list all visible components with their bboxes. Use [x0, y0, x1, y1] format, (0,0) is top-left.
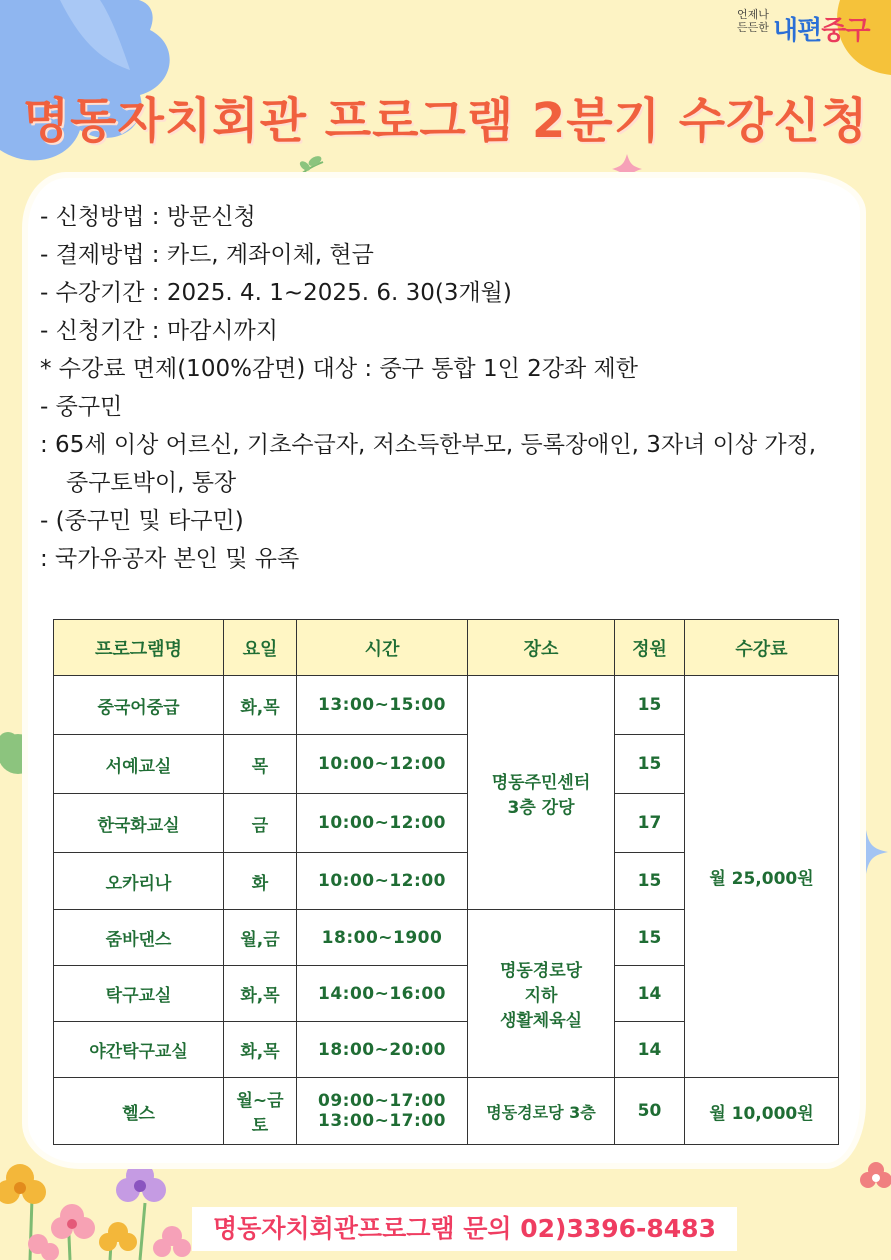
- page-title: 명동자치회관 프로그램 2분기 수강신청: [22, 93, 869, 149]
- program-capacity: 15: [615, 853, 685, 910]
- program-time: 18:00~20:00: [297, 1022, 468, 1078]
- program-name: 탁구교실: [54, 966, 224, 1022]
- fee-monthly: 월 25,000원: [685, 676, 839, 1078]
- program-capacity: 50: [615, 1078, 685, 1145]
- venue-community-center: [468, 676, 615, 910]
- program-name: 헬스: [54, 1078, 224, 1145]
- program-table: [53, 619, 839, 1145]
- info-exemption: * 수강료 면제(100%감면) 대상 : 중구 통합 1인 2강좌 제한: [40, 356, 638, 382]
- program-day: 화,목: [224, 966, 297, 1022]
- program-time: [297, 1078, 468, 1145]
- table-row: [54, 676, 839, 735]
- fee-health: 월 10,000원: [685, 1078, 839, 1145]
- program-capacity: 14: [615, 966, 685, 1022]
- program-day: 금: [224, 794, 297, 853]
- program-day: 목: [224, 735, 297, 794]
- program-time: 14:00~16:00: [297, 966, 468, 1022]
- program-name: 야간탁구교실: [54, 1022, 224, 1078]
- venue-1-line2: 3층 강당: [507, 797, 575, 818]
- info-list: [40, 198, 840, 578]
- venue-2-line3: 생활체육실: [499, 1011, 583, 1031]
- venue-1-line1: 명동주민센터: [491, 772, 591, 793]
- logo-tagline-1: 언제나: [737, 8, 769, 21]
- program-capacity: 15: [615, 676, 685, 735]
- health-time-line2: 13:00~17:00: [318, 1111, 446, 1131]
- program-time: 10:00~12:00: [297, 794, 468, 853]
- header-program: 프로그램명: [54, 620, 224, 676]
- program-time: 18:00~1900: [297, 910, 468, 966]
- info-method: - 신청방법 : 방문신청: [40, 204, 256, 230]
- venue-2-line1: 명동경로당: [499, 961, 583, 981]
- flower-bouquet-decoration: [0, 1158, 200, 1260]
- logo-brand-2: 중구: [821, 16, 870, 46]
- info-residents-detail: : 65세 이상 어르신, 기초수급자, 저소득한부모, 등록장애인, 3자녀 이상 가정,: [40, 432, 817, 458]
- program-capacity: 15: [615, 910, 685, 966]
- program-name: 줌바댄스: [54, 910, 224, 966]
- venue-senior-center-basement: [468, 910, 615, 1078]
- header-time: 시간: [297, 620, 468, 676]
- junggu-logo: [733, 6, 883, 46]
- health-day-line1: 월~금: [236, 1091, 284, 1111]
- logo-tagline-2: 든든한: [737, 21, 769, 34]
- info-all-residents-detail: : 국가유공자 본인 및 유족: [40, 546, 300, 572]
- venue-2-line2: 지하: [524, 986, 558, 1006]
- program-capacity: 14: [615, 1022, 685, 1078]
- logo-brand: [773, 10, 869, 47]
- program-name: 서예교실: [54, 735, 224, 794]
- info-residents-detail-cont: 중구토박이, 통장: [66, 470, 237, 496]
- table-header-row: [54, 620, 839, 676]
- logo-tagline: [737, 8, 769, 34]
- info-payment: - 결제방법 : 카드, 계좌이체, 현금: [40, 242, 374, 268]
- pink-flower-small-icon: [860, 1160, 891, 1196]
- program-time: 10:00~12:00: [297, 735, 468, 794]
- program-name: 중국어중급: [54, 676, 224, 735]
- health-time-line1: 09:00~17:00: [318, 1091, 446, 1111]
- info-residents: - 중구민: [40, 394, 123, 420]
- program-capacity: 17: [615, 794, 685, 853]
- info-period: - 수강기간 : 2025. 4. 1~2025. 6. 30(3개월): [40, 280, 512, 306]
- header-capacity: 정원: [615, 620, 685, 676]
- header-venue: 장소: [468, 620, 615, 676]
- program-capacity: 15: [615, 735, 685, 794]
- program-day: 화: [224, 853, 297, 910]
- program-time: 10:00~12:00: [297, 853, 468, 910]
- info-deadline: - 신청기간 : 마감시까지: [40, 318, 278, 344]
- contact-footer: 명동자치회관프로그램 문의 02)3396-8483: [192, 1207, 737, 1251]
- program-day: 화,목: [224, 676, 297, 735]
- program-day: 화,목: [224, 1022, 297, 1078]
- info-all-residents: - (중구민 및 타구민): [40, 508, 244, 534]
- header-day: 요일: [224, 620, 297, 676]
- logo-brand-1: 내편: [773, 16, 822, 46]
- health-day-line2: 토: [251, 1116, 269, 1136]
- header-fee: 수강료: [685, 620, 839, 676]
- program-day: [224, 1078, 297, 1145]
- venue-senior-center-3f: 명동경로당 3층: [468, 1078, 615, 1145]
- program-day: 월,금: [224, 910, 297, 966]
- table-row: [54, 1078, 839, 1145]
- program-time: 13:00~15:00: [297, 676, 468, 735]
- program-name: 한국화교실: [54, 794, 224, 853]
- program-name: 오카리나: [54, 853, 224, 910]
